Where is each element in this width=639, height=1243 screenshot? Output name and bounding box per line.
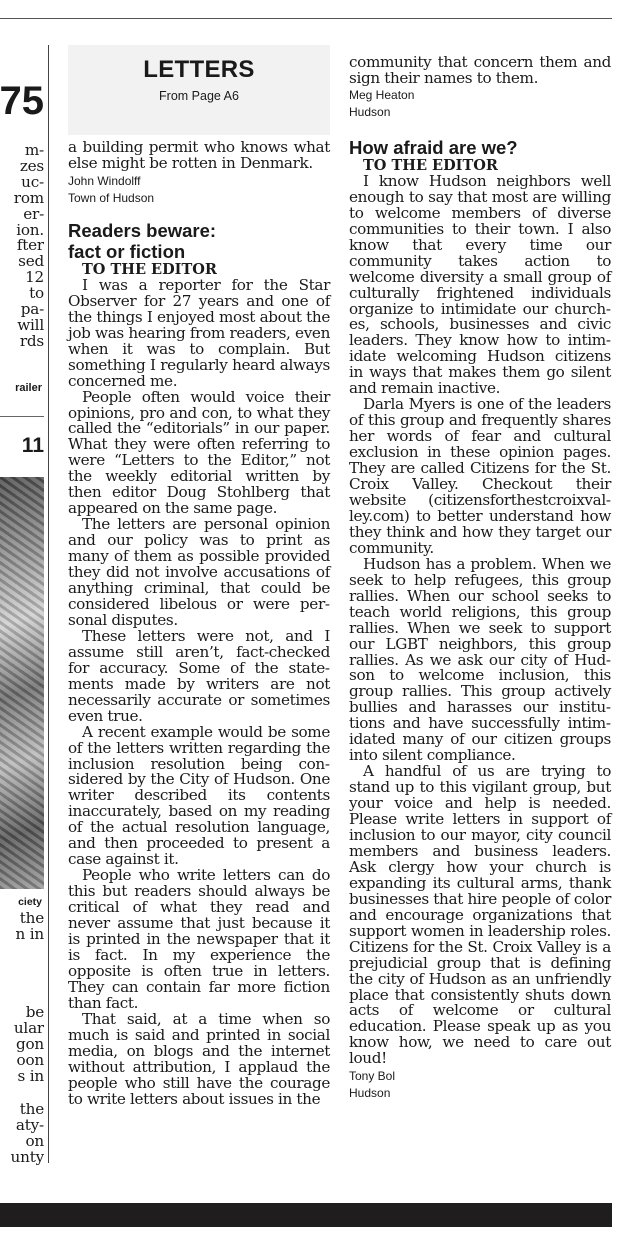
letter-town: Hudson [349, 104, 391, 119]
paragraph: A recent example would be some of the letters written regarding the inclusion resolution being considered by the City of Hudson. One writer described its contents inaccurately, based on my reading of the actual resolution language, and then proceeded to present a case against it. [68, 722, 330, 869]
fragment-divider [0, 416, 44, 417]
letter-author: Meg Heaton [349, 87, 415, 102]
trailer-credit: railer [15, 382, 42, 394]
fragment-line: gon [15, 1034, 44, 1053]
fragment-line: er- [23, 204, 44, 223]
paragraph: People often would voice their opinions, pro and con, to what they called the “editorials” in our paper. What they were often referring to were “Letters to the Editor,” not the weekly editorial written by then editor Doug Stohlberg that appeared on the same page. [68, 387, 330, 518]
letter-kicker: TO THE EDITOR [363, 156, 498, 174]
letter-town: Town of Hudson [68, 190, 155, 205]
fragment-line: ion. [16, 220, 44, 239]
letter-body [68, 275, 330, 1108]
fragment-line: zes [19, 156, 44, 175]
letter-town: Hudson [349, 1086, 391, 1101]
fragment-line: the [19, 909, 44, 927]
continued-from: From Page A6 [159, 89, 239, 103]
fragment-line: will [17, 315, 44, 334]
fragment-lines-a [0, 143, 44, 350]
fragment-line: to [29, 284, 44, 303]
paragraph: Darla Myers is one of the leaders of this group and frequently shares her words of fear and cultural exclusion in these opinion pages. They are called Citizens for the St. Croix Valley. Checkout their website (citizensforthestcroixvalley.com) to better understand how they think and how they target our community. [349, 395, 611, 557]
fragment-line: on [25, 1131, 44, 1150]
fragment-line: 12 [25, 268, 44, 287]
big-number: 75 [0, 79, 44, 123]
top-rule [0, 18, 612, 19]
fragment-line: the [19, 1100, 44, 1118]
page-number: 11 [21, 434, 44, 457]
headline-line-1: Readers beware: [68, 219, 217, 241]
fragment-line: be [25, 1003, 44, 1021]
right-column [349, 55, 611, 1102]
adjacent-article-fragment [0, 45, 44, 1175]
fragment-line: s in [17, 1066, 44, 1085]
footer-bar [0, 1203, 612, 1227]
letter-text: a building permit who knows what else might be rotten in Denmark. [68, 138, 330, 172]
photo [0, 477, 44, 889]
paragraph: The letters are personal opinion and our policy was to print as many of them as possible provided they did not involve accusations of anything criminal, that could be considered libelous or were personal disputes. [68, 515, 330, 629]
paragraph: I know Hudson neighbors well enough to say that most are willing to welcome members of diverse communities to their town. I also know that every time our community takes action to welcome diversity a small group of culturally frightened individuals organize to intimidate our churches, schools, businesses and civic leaders. They know how to intimidate welcoming Hudson citizens in ways that makes them go silent and remain inactive. [349, 171, 611, 398]
letter-headline [68, 220, 330, 262]
fragment-line: rom [13, 188, 44, 207]
paragraph: People who write letters can do this but readers should always be critical of what they read and never assume that just because it is printed in the newspaper that it is fact. In my experience the opposite is often true in letters. They can contain far more fiction than fact. [68, 866, 330, 1012]
paragraph: These letters were not, and I assume still aren’t, fact-checked for accuracy. Some of the statements made by writers are not necessarily accurate or sometimes even true. [68, 626, 330, 725]
letter-headline: How afraid are we? [349, 136, 518, 158]
letters-header [68, 45, 330, 135]
fragment-line: ular [13, 1018, 44, 1037]
fragment-line: unty [10, 1147, 44, 1166]
letter-author: Tony Bol [349, 1069, 396, 1084]
paragraph: That said, at a time when so much is said and printed in social media, on blogs and the internet without attribution, I applaud the people who still have the courage to write letters about issues in the [68, 1009, 330, 1108]
fragment-line: aty- [15, 1115, 44, 1134]
fragment-line: oon [16, 1050, 44, 1069]
section-title: LETTERS [143, 56, 255, 83]
fragment-line: uc- [21, 172, 44, 191]
fragment-line: pa- [20, 300, 44, 319]
fragment-lines-c [0, 1005, 44, 1085]
letter-text-continued: community that concern them and sign their names to them. [349, 53, 611, 87]
fragment-line: rds [19, 331, 44, 350]
headline-line-2: fact or fiction [68, 240, 186, 262]
fragment-lines-b [0, 911, 44, 943]
paragraph: Hudson has a problem. When we seek to help refugees, this group rallies. When our school seeks to teach world religions, this group rallies. When we seek to support our LGBT neighbors, this group rallies. As we ask our city of Hudson to welcome inclusion, this group rallies. This group actively bullies and harasses our institutions and have successfully intimidated many of our citizen groups into silent compliance. [349, 554, 611, 765]
middle-column [68, 140, 330, 1107]
fragment-line: m- [24, 141, 44, 159]
column-rule [48, 45, 49, 1163]
paragraph: I was a reporter for the Star Observer for 27 years and one of the things I enjoyed most about the job was hearing from readers, even when it was to complain. But something I regularly heard always concerned me. [68, 275, 330, 390]
fragment-line: sed [18, 252, 44, 271]
letter-kicker: TO THE EDITOR [82, 260, 217, 278]
letter-body [349, 171, 611, 1068]
paragraph: A handful of us are trying to stand up to this vigilant group, but your voice and help is needed. Please write letters in support of inclusion to our mayor, city council members and business leaders. Ask clergy how your church is expanding its cultural arms, thank businesses that hire people of color and encourage organizations that support women in leadership roles. Citizens for the St. Croix Valley is a prejudicial group that is defining the city of Hudson as an unfriendly place that consistently shuts down acts of welcome or cultural education. Please speak up as you know how, we need to care out loud! [349, 762, 611, 1068]
photo-caption: ciety [18, 896, 42, 908]
fragment-lines-d [0, 1102, 44, 1166]
fragment-line: n in [15, 924, 44, 943]
letter-author: John Windolff [68, 173, 141, 188]
fragment-line: fter [16, 236, 44, 255]
